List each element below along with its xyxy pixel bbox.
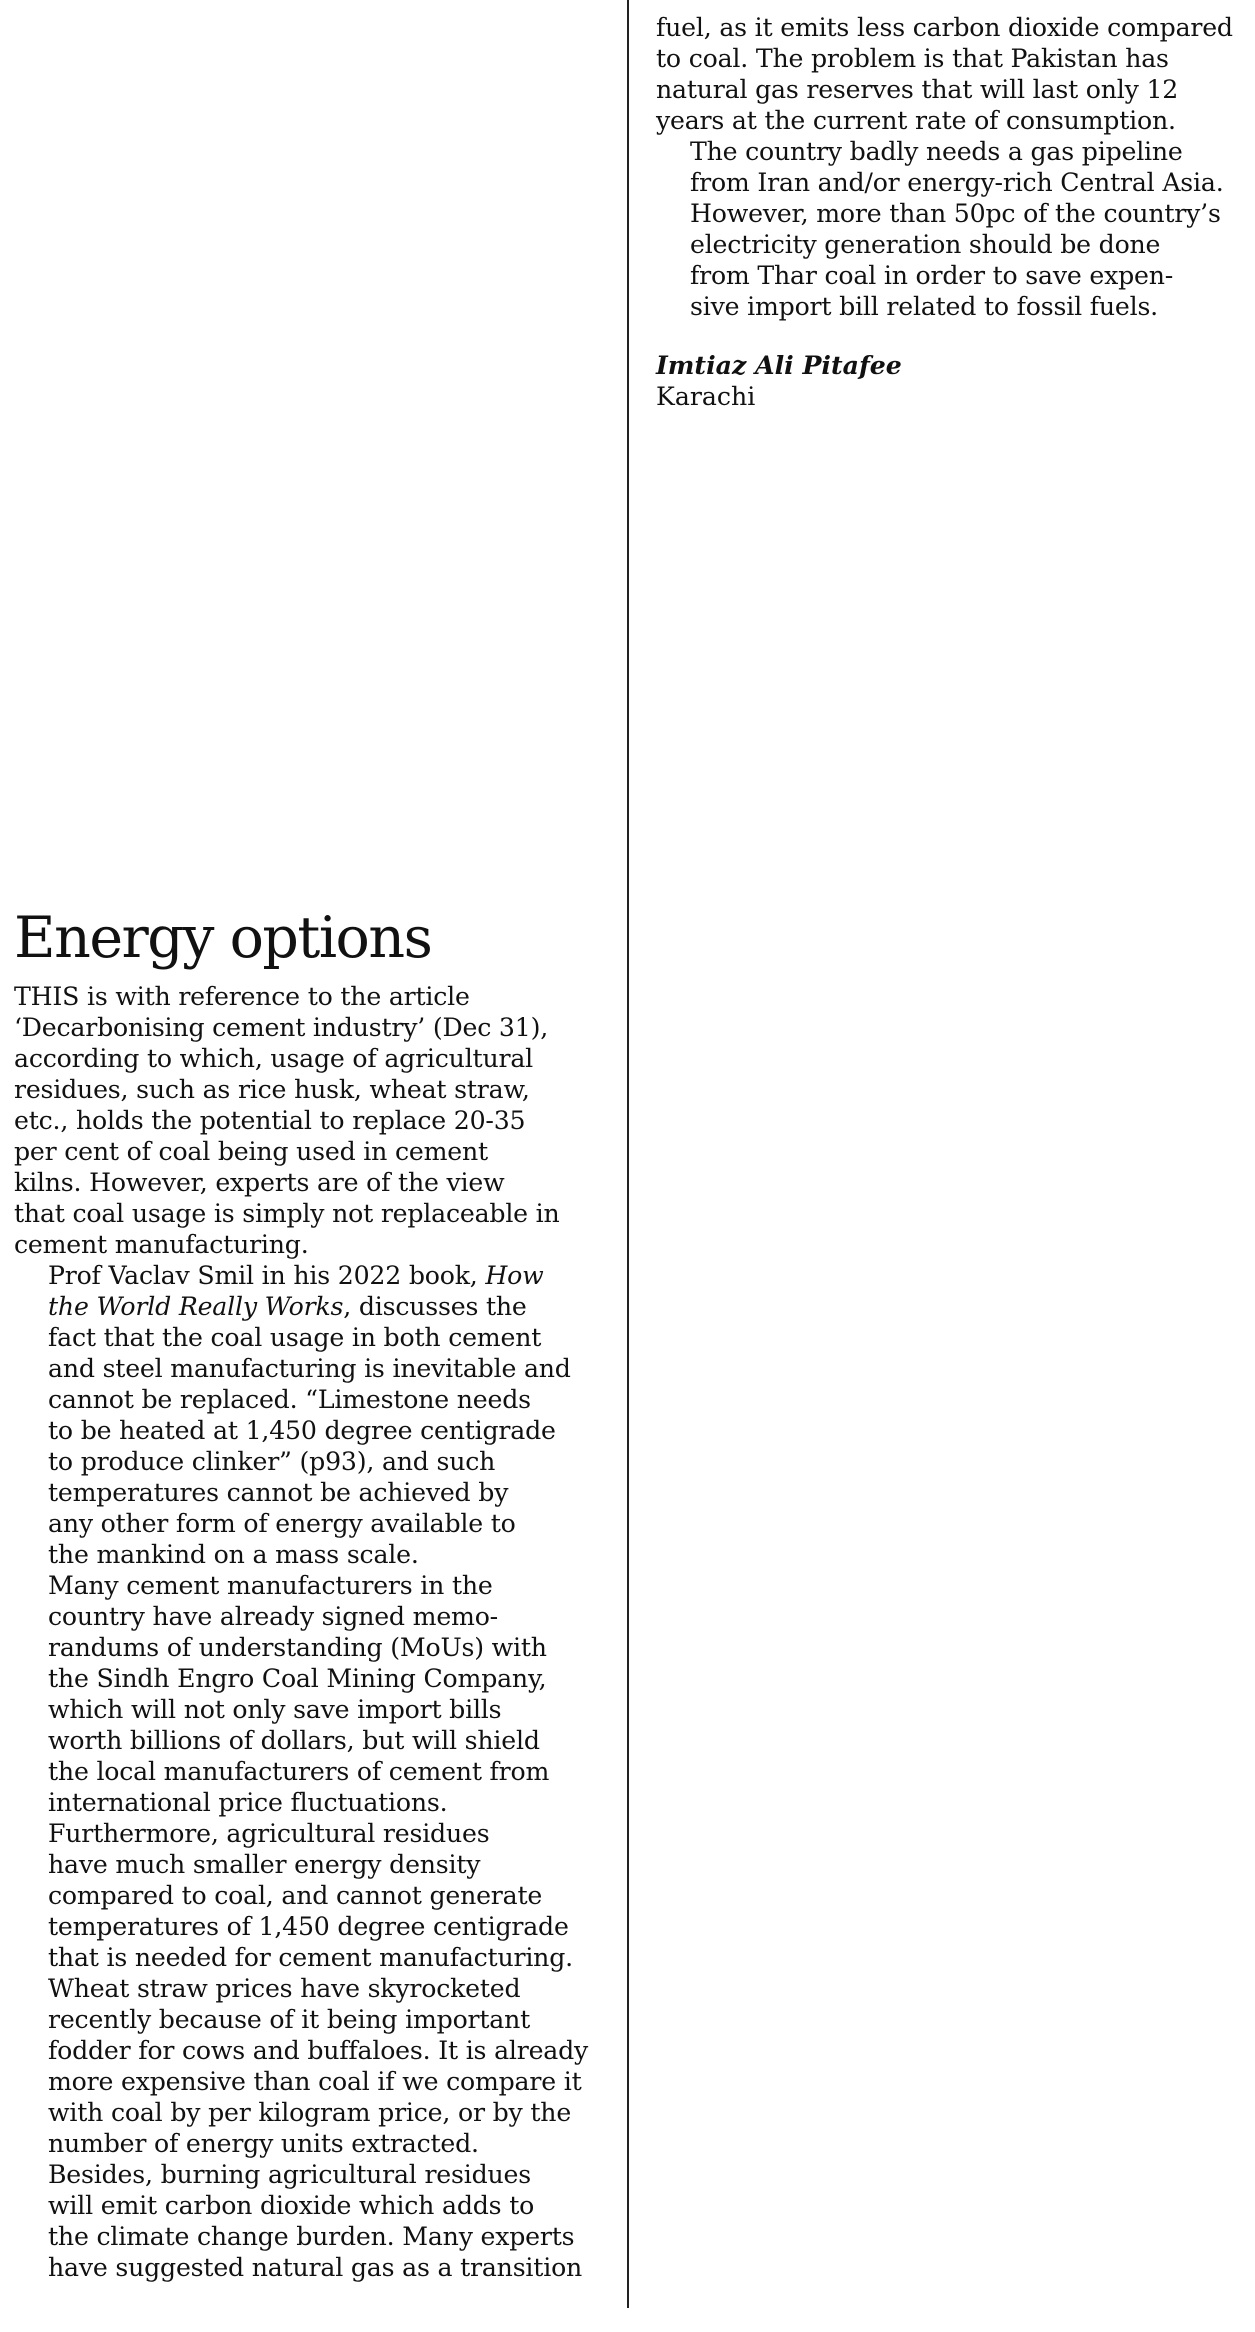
book-title-part: How: [485, 1261, 544, 1290]
text-line: cement manufacturing.: [14, 1230, 309, 1259]
text-line: will emit carbon dioxide which adds to: [48, 2191, 535, 2220]
text-line: etc., holds the potential to replace 20-35: [14, 1106, 526, 1135]
text-line: kilns. However, experts are of the view: [14, 1168, 505, 1197]
text-line: any other form of energy available to: [48, 1509, 516, 1538]
text-line: randums of understanding (MoUs) with: [48, 1633, 547, 1662]
text-line: the climate change burden. Many experts: [48, 2222, 575, 2251]
author-city: Karachi: [656, 382, 756, 411]
text-run: Prof Vaclav Smil in his 2022 book,: [48, 1261, 486, 1290]
text-line: more expensive than coal if we compare it: [48, 2067, 582, 2096]
text-line: [14, 1291, 614, 1322]
text-line: compared to coal, and cannot generate: [48, 1881, 543, 1910]
paragraph-7: [656, 136, 1246, 322]
letter-headline: Energy options: [14, 905, 432, 971]
author-name: Imtiaz Ali Pitafee: [656, 350, 902, 380]
text-line: that is needed for cement manufacturing.: [48, 1943, 573, 1972]
text-line: and steel manufacturing is inevitable and: [48, 1354, 571, 1383]
text-line: temperatures cannot be achieved by: [48, 1478, 509, 1507]
text-line: have suggested natural gas as a transition: [48, 2253, 583, 2282]
paragraph-1: [14, 981, 614, 1260]
text-line: the Sindh Engro Coal Mining Company,: [48, 1664, 547, 1693]
paragraph-5: [14, 2159, 614, 2283]
text-line: with coal by per kilogram price, or by the: [48, 2098, 572, 2127]
text-line: that coal usage is simply not replaceable in: [14, 1199, 560, 1228]
text-line: Furthermore, agricultural residues: [48, 1819, 490, 1848]
paragraph-6: [656, 12, 1246, 136]
text-line: Many cement manufacturers in the: [48, 1571, 493, 1600]
text-line: from Thar coal in order to save expen-: [690, 261, 1174, 290]
text-line: The country badly needs a gas pipeline: [690, 137, 1183, 166]
text-line: worth billions of dollars, but will shield: [48, 1726, 540, 1755]
text-line: from Iran and/or energy-rich Central Asia.: [690, 168, 1224, 197]
text-line: fuel, as it emits less carbon dioxide compared: [656, 13, 1233, 42]
text-line: per cent of coal being used in cement: [14, 1137, 488, 1166]
text-line: recently because of it being important: [48, 2005, 531, 2034]
text-line: to be heated at 1,450 degree centigrade: [48, 1416, 556, 1445]
text-line: to produce clinker” (p93), and such: [48, 1447, 496, 1476]
text-line: the mankind on a mass scale.: [48, 1540, 419, 1569]
text-line: THIS is with reference to the article: [14, 982, 470, 1011]
text-line: which will not only save import bills: [48, 1695, 502, 1724]
text-line: fodder for cows and buffaloes. It is already: [48, 2036, 589, 2065]
text-line: cannot be replaced. “Limestone needs: [48, 1385, 531, 1414]
paragraph-4: [14, 1818, 614, 2159]
signature-block: [656, 350, 1246, 412]
text-line: country have already signed memo-: [48, 1602, 498, 1631]
text-line: fact that the coal usage in both cement: [48, 1323, 542, 1352]
text-line: residues, such as rice husk, wheat straw,: [14, 1075, 530, 1104]
text-line: Wheat straw prices have skyrocketed: [48, 1974, 521, 2003]
text-run: , discusses the: [343, 1292, 527, 1321]
paragraph-3: [14, 1570, 614, 1818]
text-line: However, more than 50pc of the country’s: [690, 199, 1221, 228]
column-divider: [627, 0, 629, 2308]
text-line: years at the current rate of consumption.: [656, 106, 1176, 135]
paragraph-2: [14, 1260, 614, 1570]
text-line: sive import bill related to fossil fuels.: [690, 292, 1158, 321]
text-line: electricity generation should be done: [690, 230, 1161, 259]
text-line: according to which, usage of agricultural: [14, 1044, 534, 1073]
text-line: natural gas reserves that will last only 12: [656, 75, 1179, 104]
text-line: to coal. The problem is that Pakistan has: [656, 44, 1169, 73]
text-line: have much smaller energy density: [48, 1850, 481, 1879]
book-title-part: the World Really Works: [48, 1292, 344, 1321]
text-line: the local manufacturers of cement from: [48, 1757, 550, 1786]
text-line: [14, 1260, 614, 1291]
text-line: international price fluctuations.: [48, 1788, 448, 1817]
text-line: number of energy units extracted.: [48, 2129, 479, 2158]
right-column: [656, 12, 1246, 412]
text-line: temperatures of 1,450 degree centigrade: [48, 1912, 569, 1941]
text-line: Besides, burning agricultural residues: [48, 2160, 531, 2189]
left-column: [14, 905, 614, 2283]
text-line: ‘Decarbonising cement industry’ (Dec 31),: [14, 1013, 548, 1042]
